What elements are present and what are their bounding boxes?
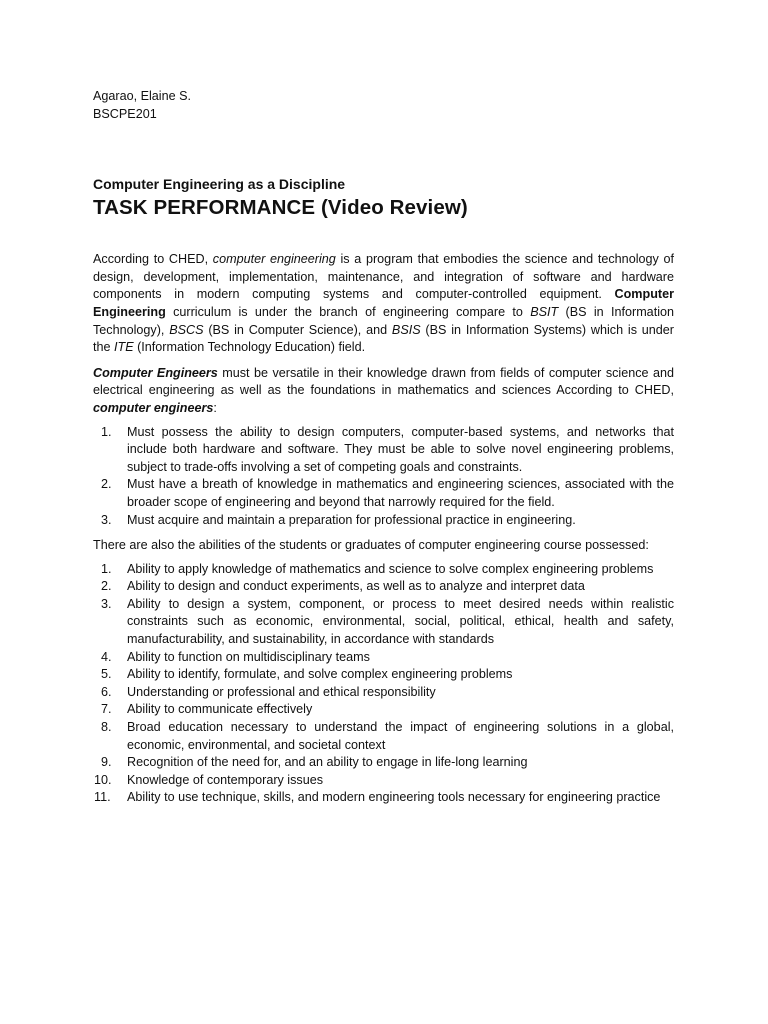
- list-ched-requirements: [93, 424, 674, 530]
- document-subtitle: Computer Engineering as a Discipline: [93, 176, 346, 193]
- list-item: [93, 649, 674, 667]
- list-item-text: Must possess the ability to design computers, computer-based systems, and networks that include both hardware and software. They must be able to solve novel engineering problems, subject to trade-offs involving a set of competing goals and constraints.: [127, 424, 674, 474]
- p1-italic-bscs: BSCS: [169, 322, 204, 337]
- p1-italic-term: computer engineering: [212, 252, 336, 267]
- list-item: [93, 666, 674, 684]
- list-item: [93, 424, 674, 477]
- p1-text: According to CHED,: [93, 252, 213, 267]
- list-item-number: 11.: [94, 790, 111, 805]
- p2-text: :: [213, 400, 217, 415]
- list-item-number: 2.: [101, 477, 112, 492]
- list-item-number: 8.: [101, 720, 112, 735]
- paragraph-computer-engineers: [93, 365, 674, 418]
- list-item-text: Recognition of the need for, and an ability to engage in life-long learning: [127, 755, 528, 770]
- list-item-text: Ability to communicate effectively: [127, 702, 313, 717]
- list-item: [93, 754, 674, 772]
- list-graduate-abilities: [93, 561, 674, 807]
- p1-text: curriculum is under the branch of engineering compare to: [165, 304, 531, 319]
- p1-text: is a program that embodies the science and technology of design, development, implementation, maintenance, and integration of software and hardware components in modern computing systems and computer-controlled equipment.: [93, 252, 674, 302]
- p1-text: (Information Technology Education) field.: [133, 340, 366, 355]
- list-item-text: Understanding or professional and ethical responsibility: [127, 684, 436, 699]
- author-name: Agarao, Elaine S.: [93, 89, 192, 103]
- list-item-number: 5.: [101, 667, 112, 682]
- p1-italic-bsit: BSIT: [530, 304, 559, 319]
- list-item: [93, 719, 674, 754]
- list-item-number: 7.: [101, 702, 112, 717]
- list-item: [93, 772, 674, 790]
- p2-text: must be versatile in their knowledge drawn from fields of computer science and electrical engineering as well as the foundations in mathematics and sciences According to CHED,: [93, 365, 674, 398]
- paragraph-abilities-intro: There are also the abilities of the students or graduates of computer engineering course possessed:: [93, 538, 649, 553]
- paragraph-ched-definition: [93, 251, 674, 357]
- list-item-text: Must acquire and maintain a preparation for professional practice in engineering.: [127, 512, 576, 527]
- list-item: [93, 476, 674, 511]
- list-item-text: Broad education necessary to understand the impact of engineering solutions in a global, economic, environmental, and societal context: [127, 720, 674, 752]
- document-body: [93, 88, 674, 807]
- p2-bold-italic-term: Computer Engineers: [93, 365, 218, 380]
- p2-bold-italic-term: computer engineers: [93, 400, 214, 415]
- list-item-number: 1.: [101, 561, 112, 576]
- list-item-text: Ability to identify, formulate, and solve complex engineering problems: [127, 667, 513, 682]
- list-item: [93, 596, 674, 649]
- list-item: [93, 561, 674, 579]
- list-item-number: 3.: [101, 512, 112, 527]
- list-item-text: Must have a breath of knowledge in mathematics and engineering sciences, associated with the broader scope of engineering and beyond that narrowly required for the field.: [127, 477, 674, 509]
- list-item: [93, 684, 674, 702]
- list-item-text: Ability to design and conduct experiments, as well as to analyze and interpret data: [127, 579, 585, 594]
- list-item-number: 10.: [94, 772, 112, 787]
- list-item: [93, 578, 674, 596]
- list-item-number: 4.: [101, 649, 112, 664]
- author-section: BSCPE201: [93, 106, 157, 121]
- list-item-text: Ability to function on multidisciplinary teams: [127, 649, 370, 664]
- list-item-number: 1.: [101, 424, 112, 439]
- list-item-number: 2.: [101, 579, 112, 594]
- list-item: [93, 512, 674, 530]
- p1-italic-bsis: BSIS: [391, 322, 421, 337]
- list-item: [93, 789, 674, 807]
- p1-text: (BS in Computer Science), and: [203, 322, 392, 337]
- p1-italic-ite: ITE: [114, 340, 134, 355]
- list-item-text: Ability to design a system, component, or process to meet desired needs within realistic constraints such as economic, environmental, social, political, ethical, health and safety, manufacturability, and sustainability, in accordance with standards: [127, 596, 674, 647]
- list-item-text: Ability to use technique, skills, and modern engineering tools necessary for engineering practice: [127, 790, 661, 805]
- p1-text: (BS in Information Systems) which is under the: [93, 322, 675, 355]
- list-item-text: Ability to apply knowledge of mathematics and science to solve complex engineering problems: [127, 561, 654, 576]
- document-title: TASK PERFORMANCE (Video Review): [93, 196, 468, 220]
- list-item-number: 9.: [101, 755, 112, 770]
- list-item-number: 6.: [101, 684, 112, 699]
- list-item-text: Knowledge of contemporary issues: [127, 772, 324, 787]
- list-item: [93, 701, 674, 719]
- list-item-number: 3.: [101, 596, 112, 611]
- p1-text: (BS in Information Technology),: [93, 304, 674, 337]
- p1-bold-term: Computer Engineering: [93, 287, 674, 319]
